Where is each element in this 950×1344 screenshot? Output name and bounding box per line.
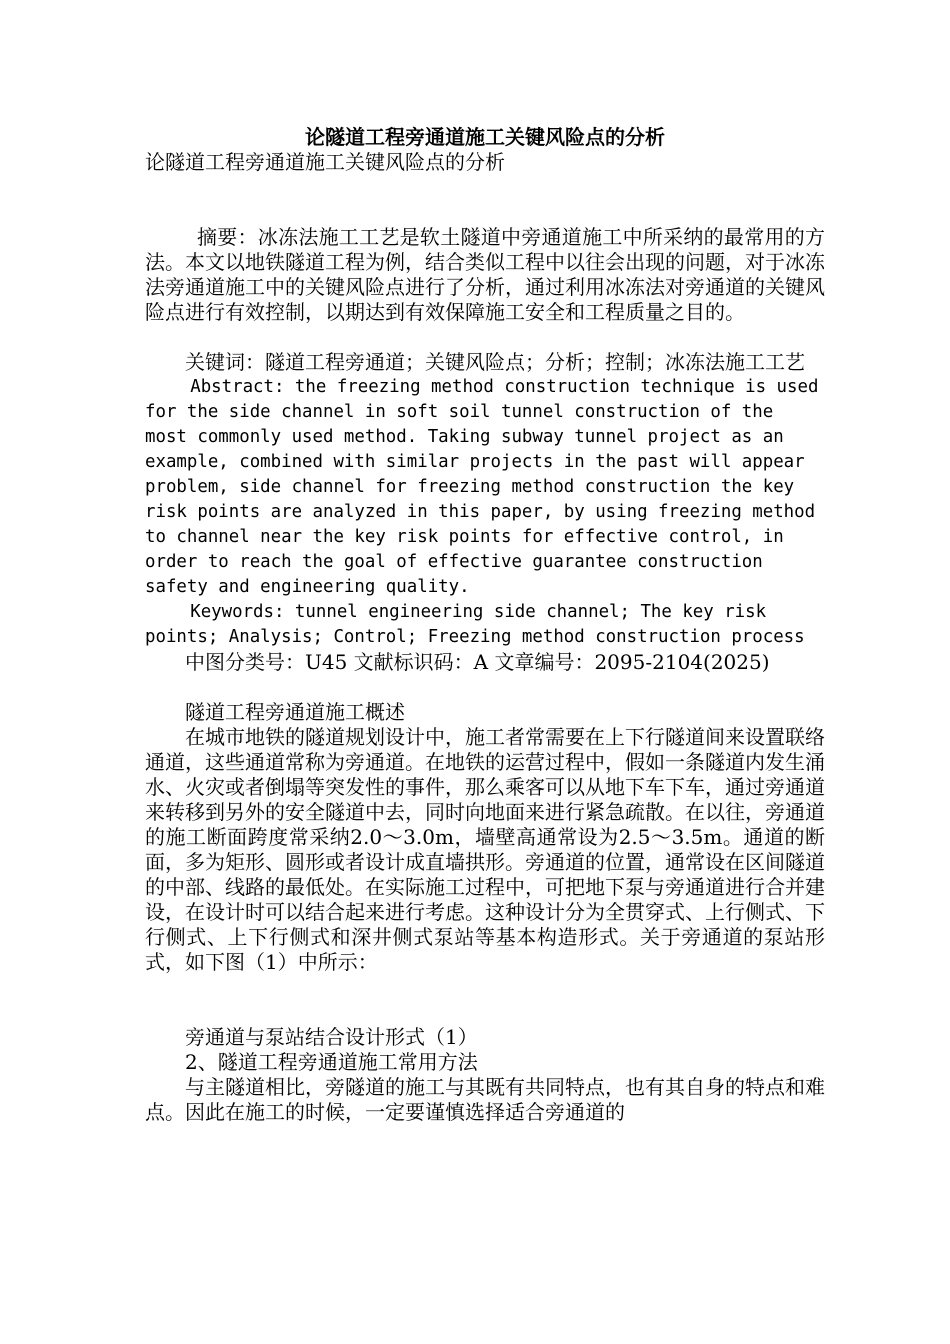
spacer [145,175,825,225]
classification-line: 中图分类号：U45 文献标识码：A 文章编号：2095-2104(2025) [185,650,770,674]
spacer [145,675,825,700]
abstract-english: Abstract: the freezing method construction technique is used for the side channel in soft soil tunnel construction of the most commonly used method. Taking subway tunnel project as an example, combined with similar projects in the past will appear problem, side channel for freezing method construction the key risk points are analyzed in this paper, by using freezing method to channel near the key risk points for effective control, in order to reach the goal of effective guarantee construction safety and engineering quality. [145,377,819,597]
abstract-chinese: 摘要：冰冻法施工工艺是软土隧道中旁通道施工中所采纳的最常用的方法。本文以地铁隧道工程为例，结合类似工程中以往会出现的问题，对于冰冻法旁通道施工中的关键风险点进行了分析，通过利用冰冻法对旁通道的关键风险点进行有效控制，以期达到有效保障施工安全和工程质量之目的。 [145,225,825,324]
spacer [145,325,825,350]
section-paragraph: 与主隧道相比，旁隧道的施工与其既有共同特点，也有其自身的特点和难点。因此在施工的时候，一定要谨慎选择适合旁通道的 [145,1075,825,1124]
keywords-chinese: 关键词：隧道工程旁通道；关键风险点；分析；控制；冰冻法施工工艺 [185,350,805,374]
section-paragraph: 在城市地铁的隧道规划设计中，施工者常需要在上下行隧道间来设置联络通道，这些通道常称为旁通道。在地铁的运营过程中，假如一条隧道内发生涌水、火灾或者倒塌等突发性的事件，那么乘客可以从地下车下车，通过旁通道来转移到另外的安全隧道中去，同时向地面来进行紧急疏散。在以往，旁通道的施工断面跨度常采纳2.0～3.0m，墙壁高通常设为2.5～3.5m。通道的断面，多为矩形、圆形或者设计成直墙拱形。旁通道的位置，通常设在区间隧道的中部、线路的最低处。在实际施工过程中，可把地下泵与旁通道进行合并建设，在设计时可以结合起来进行考虑。这种设计分为全贯穿式、上行侧式、下行侧式、上下行侧式和深井侧式泵站等基本构造形式。关于旁通道的泵站形式，如下图（1）中所示： [145,725,825,974]
figure-caption: 旁通道与泵站结合设计形式（1） [185,1025,478,1049]
section-heading: 2、隧道工程旁通道施工常用方法 [185,1050,478,1074]
document-subtitle: 论隧道工程旁通道施工关键风险点的分析 [145,150,505,174]
document-body [145,118,825,1125]
keywords-english: Keywords: tunnel engineering side channel; The key risk points; Analysis; Control; Freezing method construction process [145,602,805,647]
section-heading: 隧道工程旁通道施工概述 [185,700,405,724]
figure-placeholder [145,975,825,1025]
document-title: 论隧道工程旁通道施工关键风险点的分析 [305,125,665,149]
